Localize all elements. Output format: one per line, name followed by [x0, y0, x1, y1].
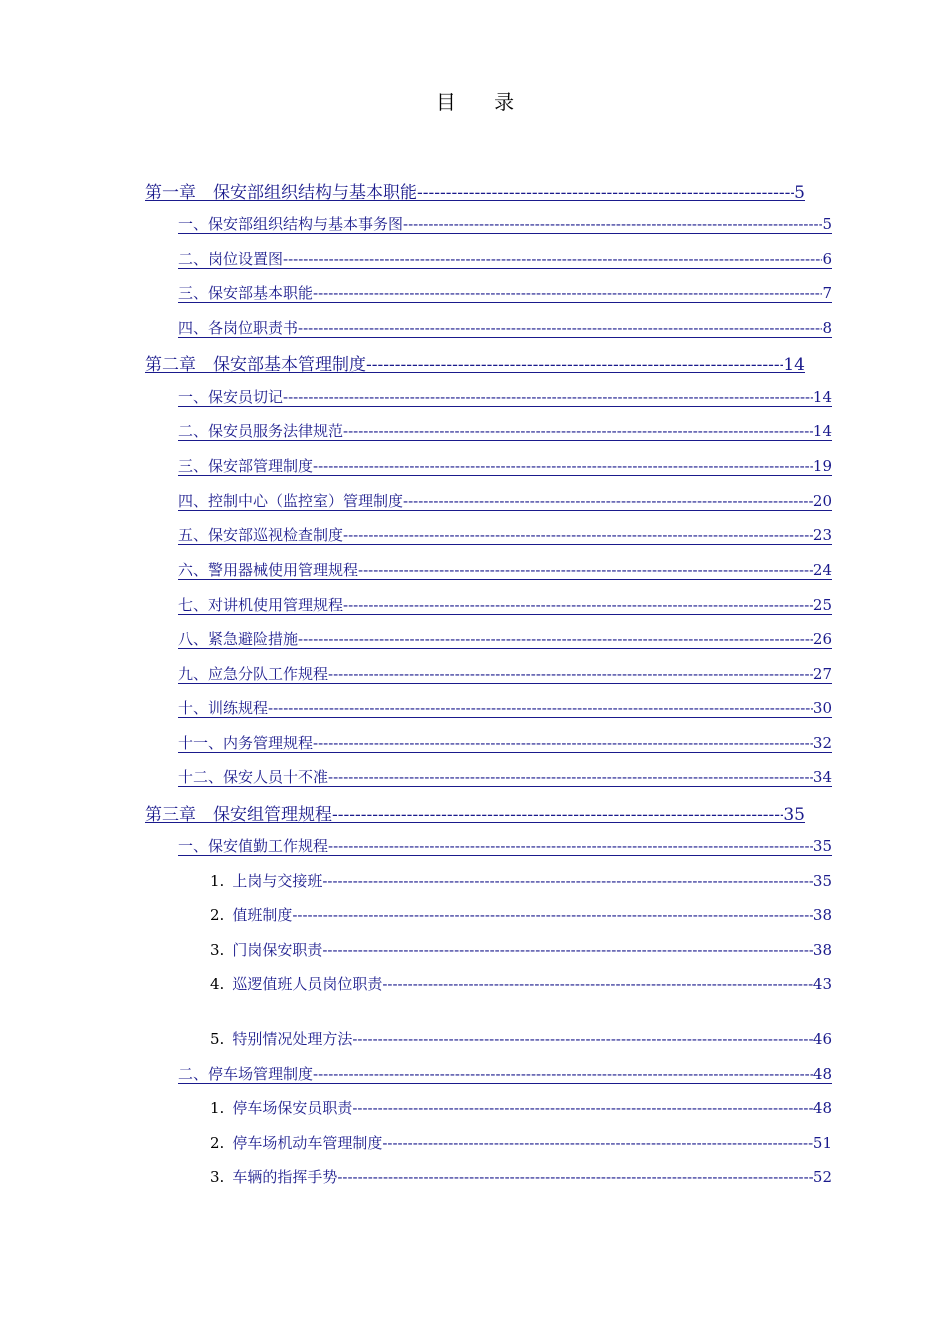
- toc-page-number: 35: [812, 872, 832, 890]
- toc-entry-title: 第一章 保安部组织结构与基本职能: [145, 183, 417, 201]
- toc-entry-title: 二、岗位设置图: [178, 250, 284, 268]
- toc-entry-level-3[interactable]: [210, 870, 832, 890]
- toc-leader-dots: [328, 837, 813, 855]
- toc-entry-title: 停车场保安员职责: [232, 1099, 353, 1117]
- toc-entry-level-3[interactable]: [210, 1132, 832, 1152]
- toc-entry-title: 一、保安员切记: [178, 388, 284, 406]
- toc-entry-link[interactable]: [232, 1166, 832, 1186]
- toc-page-number: 5: [822, 215, 832, 233]
- toc-page-number: 14: [783, 355, 805, 373]
- toc-entry-number: 4.: [210, 975, 225, 993]
- toc-entry-title: 第二章 保安部基本管理制度: [145, 355, 366, 373]
- toc-entry-level-2[interactable]: [178, 663, 832, 684]
- toc-entry-number: 2.: [210, 1134, 225, 1152]
- toc-leader-dots: [403, 215, 822, 233]
- toc-entry-title: 六、警用器械使用管理规程: [178, 561, 359, 579]
- toc-page-number: 34: [812, 768, 832, 786]
- toc-entry-title: 九、应急分队工作规程: [178, 665, 329, 683]
- toc-leader-dots: [352, 1099, 813, 1117]
- toc-entry-title: 三、保安部管理制度: [178, 457, 314, 475]
- toc-leader-dots: [292, 906, 813, 924]
- toc-page-number: 14: [812, 422, 832, 440]
- toc-entry-title: 十、训练规程: [178, 699, 269, 717]
- toc-entry-number: 3.: [210, 941, 225, 959]
- toc-entry-link[interactable]: [232, 1097, 832, 1117]
- toc-entry-level-3[interactable]: [210, 904, 832, 924]
- toc-entry-level-3[interactable]: [210, 1028, 832, 1048]
- toc-entry-level-2[interactable]: [178, 213, 832, 234]
- toc-entry-level-3[interactable]: [210, 973, 832, 993]
- toc-entry-level-2[interactable]: [178, 455, 832, 476]
- toc-leader-dots: [313, 457, 813, 475]
- toc-page-number: 23: [812, 526, 832, 544]
- toc-entry-level-2[interactable]: [178, 248, 832, 269]
- toc-leader-dots: [328, 665, 813, 683]
- toc-entry-level-2[interactable]: [178, 766, 832, 787]
- toc-entry-title: 一、保安值勤工作规程: [178, 837, 329, 855]
- toc-page-number: 27: [812, 665, 832, 683]
- toc-entry-title: 上岗与交接班: [232, 872, 323, 890]
- toc-page-number: 35: [812, 837, 832, 855]
- toc-page-number: 14: [812, 388, 832, 406]
- toc-entry-title: 十二、保安人员十不准: [178, 768, 329, 786]
- toc-page-number: 51: [812, 1134, 832, 1152]
- toc-leader-dots: [343, 596, 813, 614]
- toc-leader-dots: [358, 561, 813, 579]
- toc-entry-level-2[interactable]: [178, 386, 832, 407]
- toc-leader-dots: [343, 422, 813, 440]
- toc-leader-dots: [403, 492, 813, 510]
- toc-page-number: 38: [812, 941, 832, 959]
- toc-page-number: 8: [822, 319, 832, 337]
- toc-page-number: 6: [822, 250, 832, 268]
- toc-entry-level-2[interactable]: [178, 317, 832, 338]
- toc-leader-dots: [322, 941, 813, 959]
- toc-leader-dots: [382, 1134, 813, 1152]
- toc-entry-title: 十一、内务管理规程: [178, 734, 314, 752]
- toc-page-number: 25: [812, 596, 832, 614]
- toc-entry-level-1[interactable]: [145, 800, 805, 823]
- toc-entry-title: 车辆的指挥手势: [232, 1168, 338, 1186]
- toc-entry-level-2[interactable]: [178, 420, 832, 441]
- toc-leader-dots: [283, 250, 822, 268]
- toc-leader-dots: [332, 805, 783, 823]
- toc-entry-link[interactable]: [232, 904, 832, 924]
- toc-entry-title: 巡逻值班人员岗位职责: [232, 975, 383, 993]
- toc-entry-link[interactable]: [232, 870, 832, 890]
- toc-entry-number: 2.: [210, 906, 225, 924]
- toc-entry-level-3[interactable]: [210, 1097, 832, 1117]
- toc-leader-dots: [328, 768, 813, 786]
- toc-entry-title: 第三章 保安组管理规程: [145, 805, 332, 823]
- toc-page-number: 43: [812, 975, 832, 993]
- toc-entry-title: 门岗保安职责: [232, 941, 323, 959]
- toc-entry-title: 八、紧急避险措施: [178, 630, 299, 648]
- toc-entry-title: 值班制度: [232, 906, 293, 924]
- toc-entry-level-2[interactable]: [178, 1063, 832, 1084]
- toc-entry-level-2[interactable]: [178, 732, 832, 753]
- toc-leader-dots: [298, 319, 822, 337]
- toc-page-number: 46: [812, 1030, 832, 1048]
- toc-leader-dots: [352, 1030, 813, 1048]
- toc-page-number: 26: [812, 630, 832, 648]
- toc-leader-dots: [313, 1065, 813, 1083]
- toc-entry-level-3[interactable]: [210, 1166, 832, 1186]
- toc-leader-dots: [313, 284, 822, 302]
- toc-entry-level-2[interactable]: [178, 559, 832, 580]
- toc-entry-level-3[interactable]: [210, 939, 832, 959]
- toc-entry-link[interactable]: [232, 973, 832, 993]
- toc-leader-dots: [343, 526, 813, 544]
- toc-entry-level-2[interactable]: [178, 524, 832, 545]
- toc-entry-link[interactable]: [232, 1132, 832, 1152]
- toc-entry-level-2[interactable]: [178, 490, 832, 511]
- toc-page-number: 48: [812, 1099, 832, 1117]
- toc-entry-link[interactable]: [232, 1028, 832, 1048]
- toc-entry-number: 1.: [210, 872, 225, 890]
- toc-leader-dots: [337, 1168, 813, 1186]
- toc-entry-title: 四、各岗位职责书: [178, 319, 299, 337]
- toc-entry-number: 5.: [210, 1030, 225, 1048]
- toc-entry-level-2[interactable]: [178, 628, 832, 649]
- toc-page-number: 32: [812, 734, 832, 752]
- toc-page-number: 7: [822, 284, 832, 302]
- toc-page-number: 30: [812, 699, 832, 717]
- toc-entry-number: 1.: [210, 1099, 225, 1117]
- toc-page-number: 20: [812, 492, 832, 510]
- toc-entry-level-1[interactable]: [145, 350, 805, 373]
- toc-page-number: 24: [812, 561, 832, 579]
- toc-leader-dots: [322, 872, 813, 890]
- toc-entry-title: 三、保安部基本职能: [178, 284, 314, 302]
- toc-leader-dots: [366, 355, 783, 373]
- toc-leader-dots: [283, 388, 813, 406]
- toc-entry-level-2[interactable]: [178, 594, 832, 615]
- toc-page-number: 52: [812, 1168, 832, 1186]
- toc-entry-title: 四、控制中心（监控室）管理制度: [178, 492, 404, 510]
- page-title: 目 录: [435, 90, 531, 114]
- toc-page-number: 38: [812, 906, 832, 924]
- toc-entry-link[interactable]: [232, 939, 832, 959]
- toc-entry-title: 二、保安员服务法律规范: [178, 422, 344, 440]
- toc-entry-number: 3.: [210, 1168, 225, 1186]
- toc-page-number: 5: [794, 183, 805, 201]
- toc-entry-title: 特别情况处理方法: [232, 1030, 353, 1048]
- toc-entry-level-2[interactable]: [178, 835, 832, 856]
- toc-entry-level-1[interactable]: [145, 178, 805, 201]
- toc-entry-title: 一、保安部组织结构与基本事务图: [178, 215, 404, 233]
- toc-leader-dots: [268, 699, 813, 717]
- toc-leader-dots: [382, 975, 813, 993]
- toc-leader-dots: [313, 734, 813, 752]
- toc-page-number: 35: [783, 805, 805, 823]
- toc-entry-title: 七、对讲机使用管理规程: [178, 596, 344, 614]
- toc-entry-level-2[interactable]: [178, 697, 832, 718]
- toc-page-number: 48: [812, 1065, 832, 1083]
- toc-page-number: 19: [812, 457, 832, 475]
- toc-entry-title: 停车场机动车管理制度: [232, 1134, 383, 1152]
- toc-leader-dots: [298, 630, 813, 648]
- toc-entry-title: 五、保安部巡视检查制度: [178, 526, 344, 544]
- toc-entry-level-2[interactable]: [178, 282, 832, 303]
- toc-leader-dots: [417, 183, 794, 201]
- toc-entry-title: 二、停车场管理制度: [178, 1065, 314, 1083]
